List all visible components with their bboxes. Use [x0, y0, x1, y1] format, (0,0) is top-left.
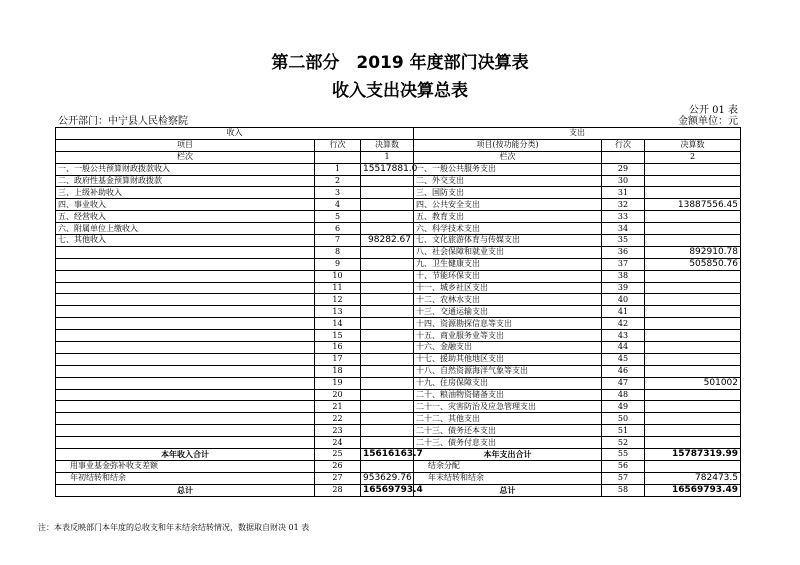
- income-row-no: 22: [315, 413, 361, 425]
- income-amount: 98282.67: [361, 235, 414, 247]
- expense-row-no: 31: [602, 187, 645, 199]
- expense-row-no: 33: [602, 211, 645, 223]
- table-row: [56, 437, 741, 449]
- income-amount: [361, 353, 414, 365]
- table-row: [56, 353, 741, 365]
- expense-row-no: 37: [602, 258, 645, 270]
- expense-item: 二十二、其他支出: [414, 413, 602, 425]
- expense-amount: [645, 294, 741, 306]
- expense-amount: [645, 413, 741, 425]
- expense-item: 十七、援助其他地区支出: [414, 353, 602, 365]
- income-row-no: 13: [315, 306, 361, 318]
- expense-row-no: 32: [602, 199, 645, 211]
- income-row-no: 20: [315, 389, 361, 401]
- expense-summary-item: 年末结转和结余: [414, 472, 602, 484]
- income-item: 三、上级补助收入: [56, 187, 315, 199]
- expense-row-no: 52: [602, 437, 645, 449]
- income-item: [56, 306, 315, 318]
- expense-summary-row-no: 58: [602, 484, 645, 496]
- expense-amount: [645, 270, 741, 282]
- income-item: [56, 294, 315, 306]
- table-row: [56, 187, 741, 199]
- expense-amount: 501002: [645, 377, 741, 389]
- income-row-no: 17: [315, 353, 361, 365]
- page-title: 第二部分 2019 年度部门决算表: [271, 53, 529, 73]
- income-row-no: 21: [315, 401, 361, 413]
- expense-amount: [645, 175, 741, 187]
- footnote: 注：本表反映部门本年度的总收支和年末结余结转情况，数据取自财决 01 表: [38, 523, 310, 532]
- expense-summary-amount: [645, 460, 741, 472]
- income-row-no: 18: [315, 365, 361, 377]
- expense-row-no: 36: [602, 246, 645, 258]
- expense-amount: [645, 223, 741, 235]
- income-amount: [361, 437, 414, 449]
- income-col-label: 栏次: [56, 151, 315, 163]
- expense-item: 十五、商业服务业等支出: [414, 330, 602, 342]
- income-row-no: 23: [315, 425, 361, 437]
- expense-amount: [645, 235, 741, 247]
- expense-amount: [645, 365, 741, 377]
- table-row: [56, 389, 741, 401]
- expense-item: 十九、住房保障支出: [414, 377, 602, 389]
- income-item: 六、附属单位上缴收入: [56, 223, 315, 235]
- expense-amount: [645, 353, 741, 365]
- income-amount: [361, 377, 414, 389]
- income-item: [56, 377, 315, 389]
- expense-amount: [645, 342, 741, 354]
- expense-item: 二、外交支出: [414, 175, 602, 187]
- income-row-no: 8: [315, 246, 361, 258]
- expense-row-no: 30: [602, 175, 645, 187]
- expense-item-header: 项目(按功能分类): [414, 139, 602, 151]
- income-item: 一、一般公共预算财政拨款收入: [56, 163, 315, 175]
- expense-row-no: 42: [602, 318, 645, 330]
- table-row: [56, 199, 741, 211]
- expense-item: 二十一、灾害防治及应急管理支出: [414, 401, 602, 413]
- expense-row-no: 44: [602, 342, 645, 354]
- income-amount: [361, 365, 414, 377]
- expense-item: 四、公共安全支出: [414, 199, 602, 211]
- income-row-no: 15: [315, 330, 361, 342]
- income-summary-item: 本年收入合计: [56, 449, 315, 461]
- expense-amount: [645, 425, 741, 437]
- table-row: [56, 377, 741, 389]
- expense-amount: [645, 389, 741, 401]
- department: 公开部门：中宁县人民检察院: [58, 116, 188, 127]
- table-row: [56, 223, 741, 235]
- expense-row-no: 45: [602, 353, 645, 365]
- income-summary-row-no: 27: [315, 472, 361, 484]
- income-item: [56, 330, 315, 342]
- expense-row-no: 49: [602, 401, 645, 413]
- expense-row-no: 47: [602, 377, 645, 389]
- income-amount: [361, 306, 414, 318]
- income-row-no: 1: [315, 163, 361, 175]
- expense-item: 八、社会保障和就业支出: [414, 246, 602, 258]
- income-item: [56, 365, 315, 377]
- income-row-no: 12: [315, 294, 361, 306]
- table-row: [56, 211, 741, 223]
- expense-item: 十四、资源勘探信息等支出: [414, 318, 602, 330]
- table-row: [56, 306, 741, 318]
- expense-item: 十三、交通运输支出: [414, 306, 602, 318]
- expense-row-no: 39: [602, 282, 645, 294]
- table-row: [56, 235, 741, 247]
- income-item: [56, 318, 315, 330]
- income-item: [56, 437, 315, 449]
- expense-row-no: 34: [602, 223, 645, 235]
- income-rowno-header: 行次: [315, 139, 361, 151]
- income-amount: [361, 175, 414, 187]
- income-item: [56, 270, 315, 282]
- income-item: 七、其他收入: [56, 235, 315, 247]
- summary-row: [56, 484, 741, 496]
- table-row: [56, 282, 741, 294]
- income-amount: [361, 389, 414, 401]
- income-amount: 15517881.0: [361, 163, 414, 175]
- expense-item: 六、科学技术支出: [414, 223, 602, 235]
- income-summary-row-no: 28: [315, 484, 361, 496]
- income-row-no: 16: [315, 342, 361, 354]
- income-summary-row-no: 26: [315, 460, 361, 472]
- income-item: [56, 342, 315, 354]
- table-row: [56, 330, 741, 342]
- income-amount-header: 决算数: [361, 139, 414, 151]
- table-row: [56, 294, 741, 306]
- income-summary-amount: 16569793.4: [361, 484, 414, 496]
- income-item: 四、事业收入: [56, 199, 315, 211]
- table-body: [56, 163, 741, 496]
- income-row-no: 14: [315, 318, 361, 330]
- budget-table: [55, 127, 741, 497]
- table-row: [56, 365, 741, 377]
- expense-item: 十二、农林水支出: [414, 294, 602, 306]
- income-row-no: 5: [315, 211, 361, 223]
- expense-row-no: 50: [602, 413, 645, 425]
- income-item: [56, 282, 315, 294]
- expense-col-number: 2: [645, 151, 741, 163]
- expense-row-no: 40: [602, 294, 645, 306]
- income-item: [56, 413, 315, 425]
- expense-summary-amount: 15787319.99: [645, 449, 741, 461]
- income-amount: [361, 246, 414, 258]
- income-amount: [361, 413, 414, 425]
- expense-amount: [645, 163, 741, 175]
- form-number: 公开 01 表: [688, 105, 738, 116]
- income-amount: [361, 425, 414, 437]
- income-amount: [361, 223, 414, 235]
- expense-col-label: 栏次: [414, 151, 602, 163]
- income-amount: [361, 270, 414, 282]
- income-amount: [361, 342, 414, 354]
- income-amount: [361, 258, 414, 270]
- income-item: [56, 353, 315, 365]
- summary-row: [56, 449, 741, 461]
- income-amount: [361, 318, 414, 330]
- income-summary-item: 总计: [56, 484, 315, 496]
- expense-row-no: 51: [602, 425, 645, 437]
- income-col-blank: [315, 151, 361, 163]
- expense-header: 支出: [414, 128, 741, 140]
- expense-row-no: 35: [602, 235, 645, 247]
- expense-item: 九、卫生健康支出: [414, 258, 602, 270]
- income-amount: [361, 187, 414, 199]
- table-row: [56, 425, 741, 437]
- expense-amount: [645, 437, 741, 449]
- expense-summary-amount: 782473.5: [645, 472, 741, 484]
- expense-amount: [645, 211, 741, 223]
- expense-amount: [645, 282, 741, 294]
- expense-rowno-header: 行次: [602, 139, 645, 151]
- expense-amount: [645, 187, 741, 199]
- table-row: [56, 413, 741, 425]
- income-summary-amount: [361, 460, 414, 472]
- income-summary-amount: 15616163.7: [361, 449, 414, 461]
- expense-summary-row-no: 55: [602, 449, 645, 461]
- expense-item: 三、国防支出: [414, 187, 602, 199]
- income-item: [56, 258, 315, 270]
- income-row-no: 11: [315, 282, 361, 294]
- expense-amount: [645, 306, 741, 318]
- expense-item: 十六、金融支出: [414, 342, 602, 354]
- expense-amount: 505850.76: [645, 258, 741, 270]
- income-item: 五、经营收入: [56, 211, 315, 223]
- expense-amount-header: 决算数: [645, 139, 741, 151]
- summary-row: [56, 460, 741, 472]
- income-item-header: 项目: [56, 139, 315, 151]
- income-row-no: 3: [315, 187, 361, 199]
- table-row: [56, 175, 741, 187]
- income-col-number: 1: [361, 151, 414, 163]
- table-row: [56, 246, 741, 258]
- expense-row-no: 41: [602, 306, 645, 318]
- income-row-no: 4: [315, 199, 361, 211]
- income-amount: [361, 330, 414, 342]
- income-amount: [361, 401, 414, 413]
- expense-item: 七、文化旅游体育与传媒支出: [414, 235, 602, 247]
- expense-summary-item: 总计: [414, 484, 602, 496]
- expense-amount: [645, 330, 741, 342]
- table-row: [56, 163, 741, 175]
- income-item: [56, 389, 315, 401]
- expense-item: 二十三、债务付息支出: [414, 437, 602, 449]
- income-amount: [361, 199, 414, 211]
- income-item: [56, 401, 315, 413]
- expense-amount: [645, 318, 741, 330]
- expense-row-no: 29: [602, 163, 645, 175]
- table-row: [56, 258, 741, 270]
- expense-amount: 892910.78: [645, 246, 741, 258]
- income-row-no: 6: [315, 223, 361, 235]
- expense-item: 十、节能环保支出: [414, 270, 602, 282]
- income-amount: [361, 282, 414, 294]
- expense-summary-item: 结余分配: [414, 460, 602, 472]
- income-row-no: 9: [315, 258, 361, 270]
- expense-row-no: 48: [602, 389, 645, 401]
- expense-item: 一、一般公共服务支出: [414, 163, 602, 175]
- expense-amount: 13887556.45: [645, 199, 741, 211]
- income-item: [56, 246, 315, 258]
- expense-col-blank: [602, 151, 645, 163]
- expense-summary-row-no: 56: [602, 460, 645, 472]
- income-summary-item: 用事业基金弥补收支差额: [56, 460, 315, 472]
- table-row: [56, 318, 741, 330]
- table-row: [56, 270, 741, 282]
- expense-summary-row-no: 57: [602, 472, 645, 484]
- table-title: 收入支出决算总表: [332, 81, 468, 101]
- table-row: [56, 401, 741, 413]
- expense-amount: [645, 401, 741, 413]
- expense-row-no: 46: [602, 365, 645, 377]
- expense-row-no: 38: [602, 270, 645, 282]
- expense-item: 二十三、债务还本支出: [414, 425, 602, 437]
- income-amount: [361, 211, 414, 223]
- income-header: 收入: [56, 128, 414, 140]
- income-row-no: 19: [315, 377, 361, 389]
- expense-summary-item: 本年支出合计: [414, 449, 602, 461]
- income-amount: [361, 294, 414, 306]
- income-row-no: 24: [315, 437, 361, 449]
- income-item: 二、政府性基金预算财政拨款: [56, 175, 315, 187]
- income-row-no: 2: [315, 175, 361, 187]
- income-summary-row-no: 25: [315, 449, 361, 461]
- table-row: [56, 342, 741, 354]
- amount-unit: 金额单位：元: [678, 116, 738, 127]
- income-item: [56, 425, 315, 437]
- expense-item: 十八、自然资源海洋气象等支出: [414, 365, 602, 377]
- income-row-no: 10: [315, 270, 361, 282]
- income-summary-amount: 953629.76: [361, 472, 414, 484]
- income-summary-item: 年初结转和结余: [56, 472, 315, 484]
- summary-row: [56, 472, 741, 484]
- expense-row-no: 43: [602, 330, 645, 342]
- expense-item: 二十、粮油物资储备支出: [414, 389, 602, 401]
- expense-summary-amount: 16569793.49: [645, 484, 741, 496]
- expense-item: 五、教育支出: [414, 211, 602, 223]
- income-row-no: 7: [315, 235, 361, 247]
- expense-item: 十一、城乡社区支出: [414, 282, 602, 294]
